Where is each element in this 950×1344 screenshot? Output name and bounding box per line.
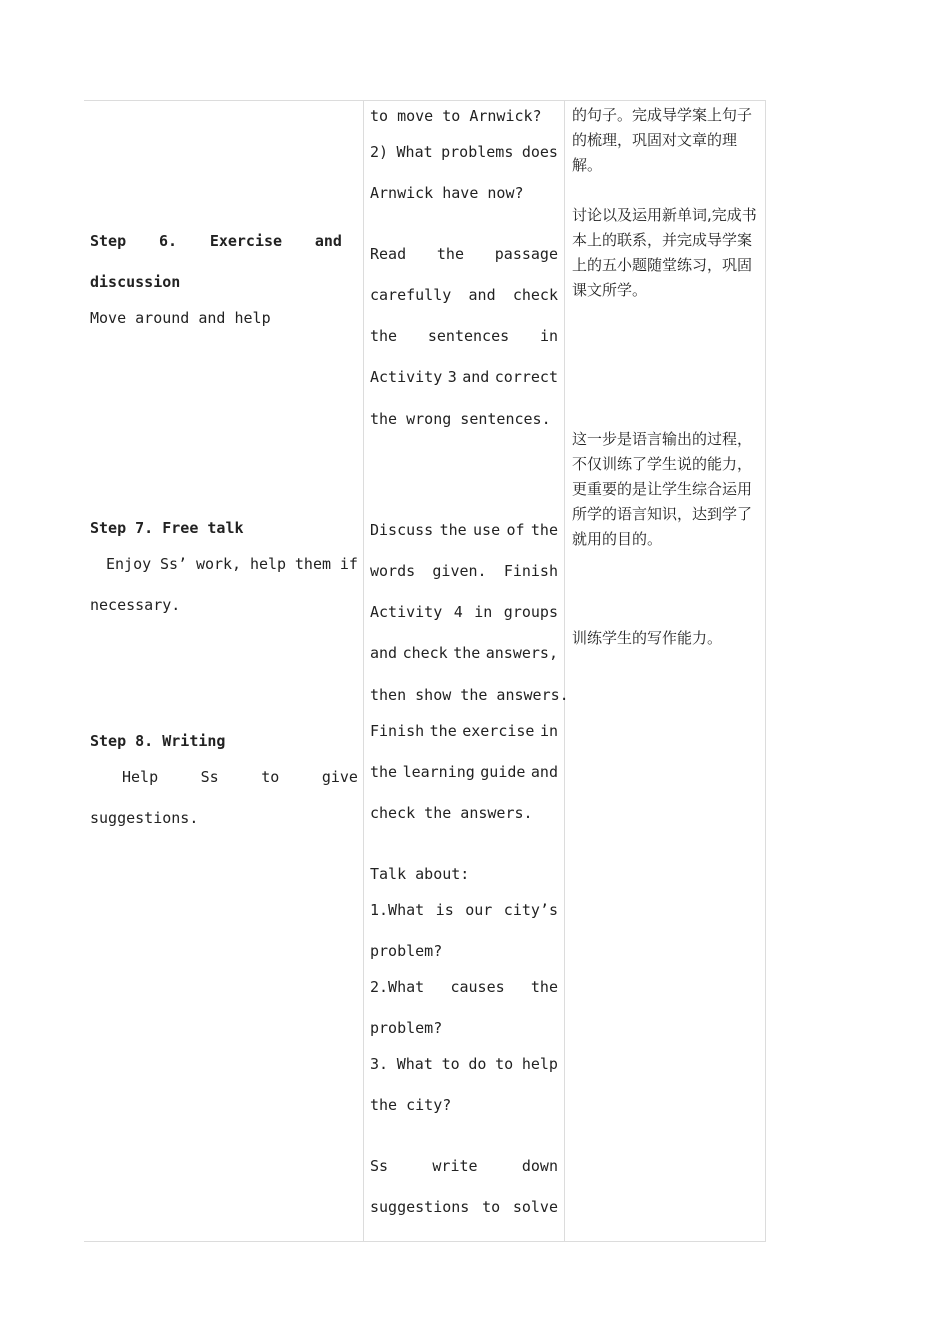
col2-line: problem? <box>370 942 443 960</box>
col2-line: Read the passage <box>370 245 558 263</box>
col2-line: Activity 3 and correct <box>370 368 558 386</box>
col2-line: 2) What problems does <box>370 143 558 161</box>
step7-text-cont: necessary. <box>90 596 181 614</box>
table-right-border <box>765 100 766 1242</box>
col2-line: the city? <box>370 1096 452 1114</box>
col2-line: 2.What causes the <box>370 978 558 996</box>
col2-line: suggestions to solve <box>370 1198 558 1216</box>
col2-line: the wrong sentences. <box>370 410 551 428</box>
col2-line: carefully and check <box>370 286 558 304</box>
col2-line: words given. Finish <box>370 562 558 580</box>
step6-title-cont: discussion <box>90 273 181 291</box>
table-bottom-border <box>84 1241 766 1242</box>
step8-text-cont: suggestions. <box>90 809 199 827</box>
col2-line: the learning guide and <box>370 763 558 781</box>
step8-title: Step 8. Writing <box>90 732 226 750</box>
column-divider-1 <box>363 100 364 1242</box>
step6-title: Step 6. Exercise and <box>90 232 342 250</box>
col2-line: 1.What is our city’s <box>370 901 558 919</box>
step7-title: Step 7. Free talk <box>90 519 244 537</box>
col2-line: and check the answers, <box>370 644 558 662</box>
step7-text: Enjoy Ss’ work, help them if <box>106 555 358 573</box>
table-top-border <box>84 100 766 101</box>
col2-line: the sentences in <box>370 327 558 345</box>
step8-text: Help Ss to give <box>122 768 358 786</box>
col2-line: Discuss the use of the <box>370 521 558 539</box>
intent-paragraph-1: 的句子。完成导学案上句子的梳理，巩固对文章的理解。 <box>572 106 753 174</box>
intent-paragraph-2: 讨论以及运用新单词,完成书本上的联系，并完成导学案上的五小题随堂练习，巩固课文所学。 <box>572 206 757 299</box>
col2-line: Talk about: <box>370 865 470 883</box>
col2-line: problem? <box>370 1019 443 1037</box>
col2-line: check the answers. <box>370 804 533 822</box>
col2-line: to move to Arnwick? <box>370 107 542 125</box>
intent-paragraph-4: 训练学生的写作能力。 <box>572 629 723 647</box>
column-divider-2 <box>564 100 565 1242</box>
col2-line: Activity 4 in groups <box>370 603 558 621</box>
intent-paragraph-3: 这一步是语言输出的过程，不仅训练了学生说的能力，更重要的是让学生综合运用所学的语言知识，达到学了就用的目的。 <box>572 430 753 548</box>
col2-line: then show the answers. <box>370 686 569 704</box>
col2-line: Ss write down <box>370 1157 558 1175</box>
col2-line: Finish the exercise in <box>370 722 558 740</box>
col2-line: Arnwick have now? <box>370 184 524 202</box>
step6-text: Move around and help <box>90 309 271 327</box>
col2-line: 3. What to do to help <box>370 1055 558 1073</box>
